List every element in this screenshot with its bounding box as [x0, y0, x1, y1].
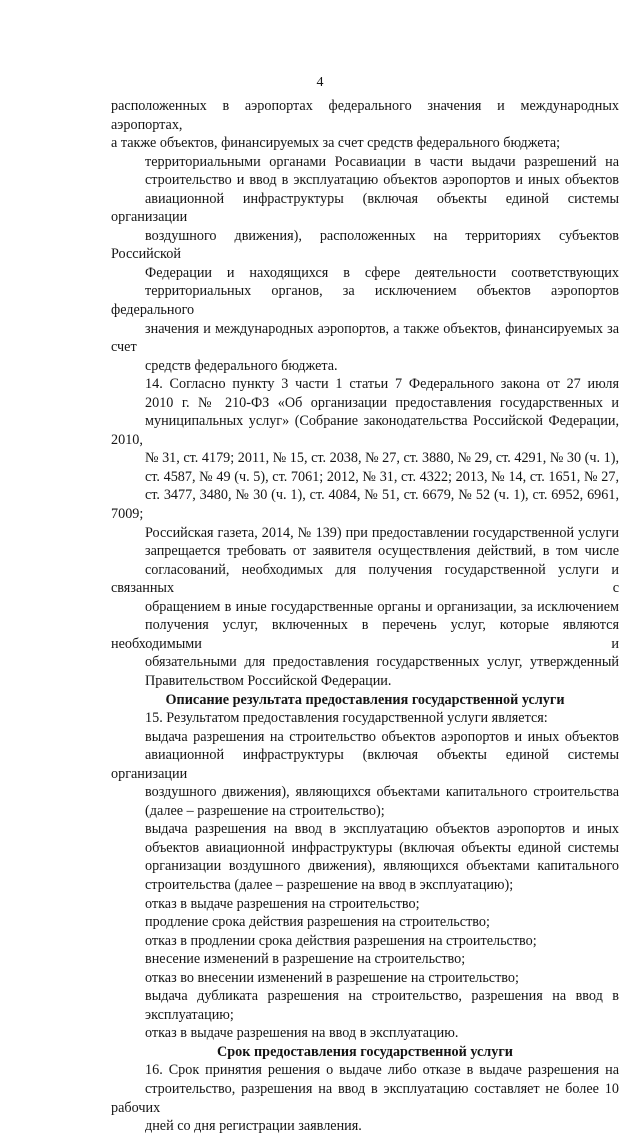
text-line: средств федерального бюджета.	[145, 357, 338, 374]
text-line: Описание результата предоставления государственной услуги	[165, 691, 565, 708]
text-line: строительство, разрешения на ввод в эксплуатацию составляет не более 10 рабочих	[111, 1080, 619, 1116]
text-line: авиационной инфраструктуры (включая объекты единой системы организации	[111, 747, 619, 782]
text-line: обязательными для предоставления государственных услуг, утвержденный	[145, 654, 619, 671]
page-number: 4	[316, 75, 324, 90]
text-line: выдача дубликата разрешения на строительство, разрешения на ввод в	[145, 988, 619, 1005]
text-line: 2010 г. № 210-ФЗ «Об организации предоставления государственных и	[145, 394, 619, 411]
text-line: получения услуг, включенных в перечень услуг, которые являются необходимыми и	[111, 617, 619, 652]
text-line: обращением в иные государственные органы и организации, за исключением	[145, 598, 619, 615]
text-line: расположенных в аэропортах федерального значения и международных аэропортах,	[111, 98, 619, 133]
paragraph	[111, 728, 619, 821]
text-line: организации воздушного движения), являющихся объектами капитального	[145, 858, 619, 875]
text-line: значения и международных аэропортов, а также объектов, финансируемых за счет	[111, 320, 619, 356]
text-line: муниципальных услуг» (Собрание законодательства Российской Федерации, 2010,	[111, 413, 619, 448]
text-line: отказ в продлении срока действия разрешения на строительство;	[145, 932, 537, 949]
paragraph	[111, 1024, 619, 1043]
paragraph	[111, 950, 619, 969]
text-line: выдача разрешения на строительство объектов аэропортов и иных объектов	[145, 728, 619, 745]
text-line: 15. Результатом предоставления государственной услуги является:	[145, 710, 548, 727]
text-line: авиационной инфраструктуры (включая объекты единой системы организации	[111, 190, 619, 226]
text-line: воздушного движения), расположенных на территориях субъектов Российской	[111, 227, 619, 263]
text-line: строительство и ввод в эксплуатацию объектов аэропортов и иных объектов	[145, 172, 619, 189]
section-heading	[111, 691, 619, 710]
paragraph	[111, 932, 619, 951]
paragraph	[111, 913, 619, 932]
text-line: объектов авиационной инфраструктуры (включая объекты единой системы	[145, 839, 619, 856]
text-line: внесение изменений в разрешение на строительство;	[145, 951, 466, 968]
text-line: строительства (далее – разрешение на ввод в эксплуатацию);	[145, 876, 514, 893]
text-line: № 31, ст. 4179; 2011, № 15, ст. 2038, № 27, ст. 3880, № 29, ст. 4291, № 30 (ч. 1),	[145, 450, 619, 467]
paragraph	[111, 709, 619, 728]
text-line: отказ во внесении изменений в разрешение на строительство;	[145, 969, 519, 986]
paragraph	[111, 820, 619, 894]
text-line: дней со дня регистрации заявления.	[145, 1118, 362, 1135]
text-line: отказ в выдаче разрешения на ввод в эксплуатацию.	[145, 1025, 459, 1042]
text-line: территориальными органами Росавиации в части выдачи разрешений на	[145, 153, 619, 170]
document-body	[111, 97, 619, 1136]
text-line: Российская газета, 2014, № 139) при предоставлении государственной услуги	[145, 524, 619, 541]
text-line: Правительством Российской Федерации.	[145, 672, 392, 689]
text-line: воздушного движения), являющихся объектами капитального строительства	[145, 784, 619, 801]
text-line: эксплуатацию;	[145, 1006, 234, 1023]
text-line: ст. 4587, № 49 (ч. 5), ст. 7061; 2012, № 31, ст. 4322; 2013, № 14, ст. 1651, № 27,	[145, 468, 619, 485]
text-line: Федерации и находящихся в сфере деятельности соответствующих	[145, 264, 619, 281]
text-line: запрещается требовать от заявителя осуществления действий, в том числе	[145, 543, 619, 560]
text-line: выдача разрешения на ввод в эксплуатацию объектов аэропортов и иных	[145, 821, 619, 838]
text-line: продление срока действия разрешения на строительство;	[145, 914, 490, 931]
text-line: Срок предоставления государственной услуги	[217, 1043, 513, 1060]
paragraph	[111, 375, 619, 690]
text-line: (далее – разрешение на строительство);	[145, 802, 385, 819]
paragraph	[111, 97, 619, 153]
paragraph	[111, 987, 619, 1024]
paragraph	[111, 895, 619, 914]
text-line: отказ в выдаче разрешения на строительство;	[145, 895, 420, 912]
text-line: а также объектов, финансируемых за счет средств федерального бюджета;	[111, 135, 561, 152]
text-line: территориальных органов, за исключением объектов аэропортов федерального	[111, 283, 619, 319]
paragraph	[111, 969, 619, 988]
paragraph	[111, 153, 619, 376]
text-line: 16. Срок принятия решения о выдаче либо отказе в выдаче разрешения на	[145, 1062, 619, 1079]
paragraph	[111, 1061, 619, 1135]
text-line: 14. Согласно пункту 3 части 1 статьи 7 Федерального закона от 27 июля	[145, 376, 619, 393]
text-line: ст. 3477, 3480, № 30 (ч. 1), ст. 4084, № 51, ст. 6679, № 52 (ч. 1), ст. 6952, 6961, 7009;	[111, 487, 619, 523]
section-heading	[111, 1043, 619, 1062]
text-line: согласований, необходимых для получения государственной услуги и связанных с	[111, 561, 619, 597]
